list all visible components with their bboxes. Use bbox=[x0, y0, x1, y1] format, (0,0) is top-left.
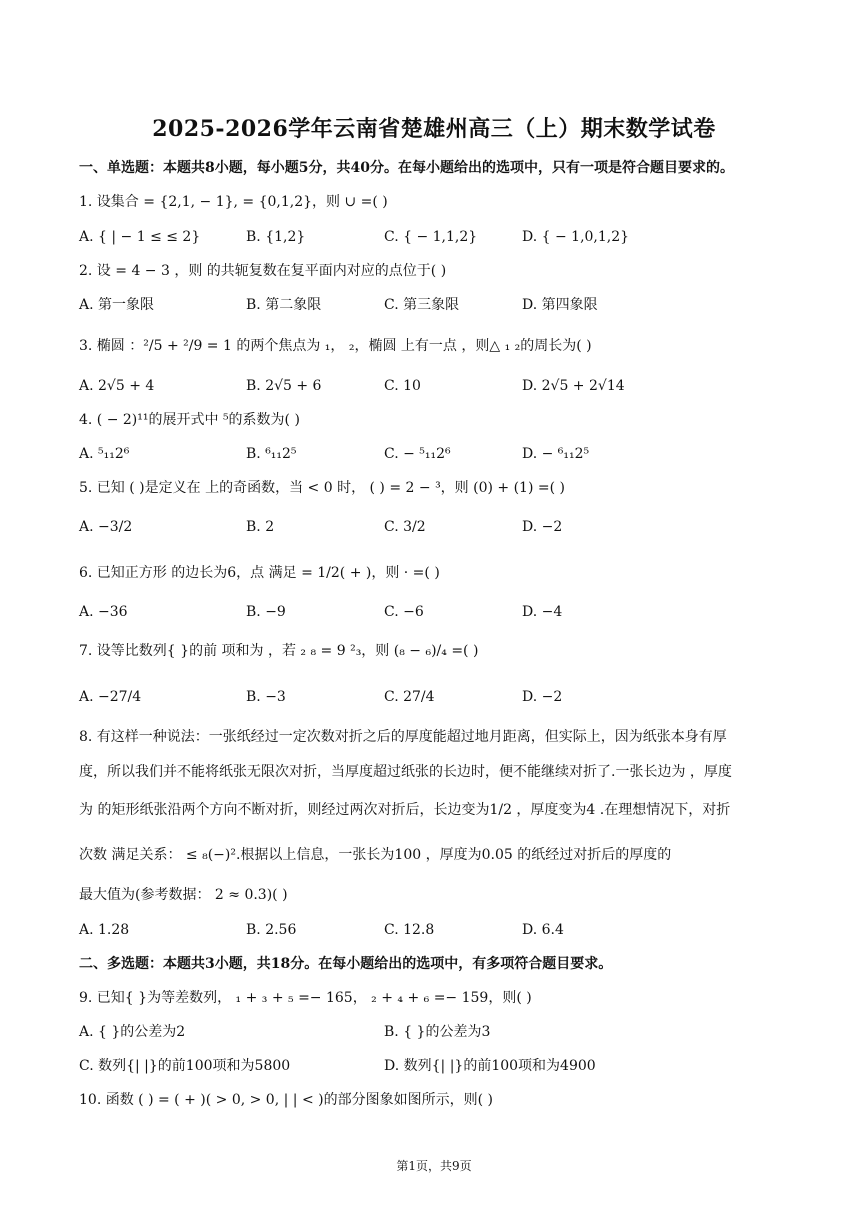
question-1-stem: 1. 设集合 = {2,1, − 1}, = {0,1,2}，则 ∪ =( ) bbox=[79, 194, 388, 210]
question-2-option-d: D. 第四象限 bbox=[522, 297, 598, 313]
question-6-stem: 6. 已知正方形 的边长为6，点 满足 = 1/2( + )，则 · =( ) bbox=[79, 565, 440, 581]
question-8-line-5: 最大值为(参考数据： 2 ≈ 0.3)( ) bbox=[79, 887, 288, 903]
question-1-option-d: D. { − 1,0,1,2} bbox=[522, 229, 630, 245]
question-8-line-1: 8. 有这样一种说法：一张纸经过一定次数对折之后的厚度能超过地月距离，但实际上，因为纸张本身有厚 bbox=[79, 729, 727, 745]
question-5-option-b: B. 2 bbox=[246, 519, 275, 535]
question-8-option-a: A. 1.28 bbox=[79, 922, 130, 938]
question-2-stem: 2. 设 = 4 − 3 ，则 的共轭复数在复平面内对应的点位于( ) bbox=[79, 263, 447, 279]
question-7-stem: 7. 设等比数列{ }的前 项和为 ，若 ₂ ₈ = 9 ²₃，则 (₈ − ₆)/₄ =( ) bbox=[79, 643, 479, 659]
question-5-stem: 5. 已知 ( )是定义在 上的奇函数，当 < 0 时， ( ) = 2 − ³，则 (0) + (1) =( ) bbox=[79, 480, 565, 496]
question-4-stem: 4. ( − 2)¹¹的展开式中 ⁵的系数为( ) bbox=[79, 412, 300, 428]
question-6-option-d: D. −4 bbox=[522, 604, 563, 620]
question-7-option-d: D. −2 bbox=[522, 689, 563, 705]
question-2-option-b: B. 第二象限 bbox=[246, 297, 322, 313]
question-9-option-b: B. { }的公差为3 bbox=[384, 1024, 491, 1040]
question-7-option-a: A. −27/4 bbox=[79, 689, 142, 705]
question-7-option-c: C. 27/4 bbox=[384, 689, 435, 705]
question-2-option-c: C. 第三象限 bbox=[384, 297, 460, 313]
question-8-line-4: 次数 满足关系： ≤ ₈(−)².根据以上信息，一张长为100 ，厚度为0.05 的纸经过对折后的厚度的 bbox=[79, 847, 672, 863]
question-4-option-a: A. ⁵₁₁2⁶ bbox=[79, 446, 130, 462]
question-4-option-d: D. − ⁶₁₁2⁵ bbox=[522, 446, 590, 462]
question-3-stem: 3. 椭圆 ：²/5 + ²/9 = 1 的两个焦点为 ₁， ₂，椭圆 上有一点 ，则△ ₁ ₂的周长为( ) bbox=[79, 338, 592, 354]
question-9-option-c: C. 数列{| |}的前100项和为5800 bbox=[79, 1058, 291, 1074]
question-5-option-a: A. −3/2 bbox=[79, 519, 133, 535]
question-9-option-d: D. 数列{| |}的前100项和为4900 bbox=[384, 1058, 596, 1074]
section-heading-single-choice: 一、单选题：本题共8小题，每小题5分，共40分。在每小题给出的选项中，只有一项是符合题目要求的。 bbox=[79, 160, 734, 176]
question-1-option-c: C. { − 1,1,2} bbox=[384, 229, 478, 245]
question-8-option-b: B. 2.56 bbox=[246, 922, 297, 938]
question-2-option-a: A. 第一象限 bbox=[79, 297, 155, 313]
question-8-option-d: D. 6.4 bbox=[522, 922, 564, 938]
question-4-option-b: B. ⁶₁₁2⁵ bbox=[246, 446, 297, 462]
question-3-option-d: D. 2√5 + 2√14 bbox=[522, 378, 625, 394]
question-6-option-c: C. −6 bbox=[384, 604, 424, 620]
question-1-option-a: A. { | − 1 ≤ ≤ 2} bbox=[79, 229, 201, 245]
question-1-option-b: B. {1,2} bbox=[246, 229, 306, 245]
question-3-option-c: C. 10 bbox=[384, 378, 421, 394]
question-8-line-3: 为 的矩形纸张沿两个方向不断对折，则经过两次对折后，长边变为1/2 ，厚度变为4 .在理想情况下，对折 bbox=[79, 802, 731, 818]
question-8-line-2: 度，所以我们并不能将纸张无限次对折，当厚度超过纸张的长边时，便不能继续对折了.一张长边为 ，厚度 bbox=[79, 764, 732, 780]
question-8-option-c: C. 12.8 bbox=[384, 922, 435, 938]
question-3-option-b: B. 2√5 + 6 bbox=[246, 378, 322, 394]
question-5-option-d: D. −2 bbox=[522, 519, 563, 535]
question-9-stem: 9. 已知{ }为等差数列， ₁ + ₃ + ₅ =− 165， ₂ + ₄ + ₆ =− 159，则( ) bbox=[79, 990, 532, 1006]
question-3-option-a: A. 2√5 + 4 bbox=[79, 378, 155, 394]
page-footer: 第1页，共9页 bbox=[396, 1159, 472, 1173]
question-5-option-c: C. 3/2 bbox=[384, 519, 426, 535]
section-heading-multiple-choice: 二、多选题：本题共3小题，共18分。在每小题给出的选项中，有多项符合题目要求。 bbox=[79, 956, 613, 972]
question-4-option-c: C. − ⁵₁₁2⁶ bbox=[384, 446, 451, 462]
question-9-option-a: A. { }的公差为2 bbox=[79, 1024, 186, 1040]
question-7-option-b: B. −3 bbox=[246, 689, 286, 705]
page-title: 2025-2026学年云南省楚雄州高三（上）期末数学试卷 bbox=[152, 116, 716, 142]
question-10-stem: 10. 函数 ( ) = ( + )( > 0, > 0, | | < )的部分图象如图所示，则( ) bbox=[79, 1092, 493, 1108]
question-6-option-b: B. −9 bbox=[246, 604, 286, 620]
question-6-option-a: A. −36 bbox=[79, 604, 128, 620]
